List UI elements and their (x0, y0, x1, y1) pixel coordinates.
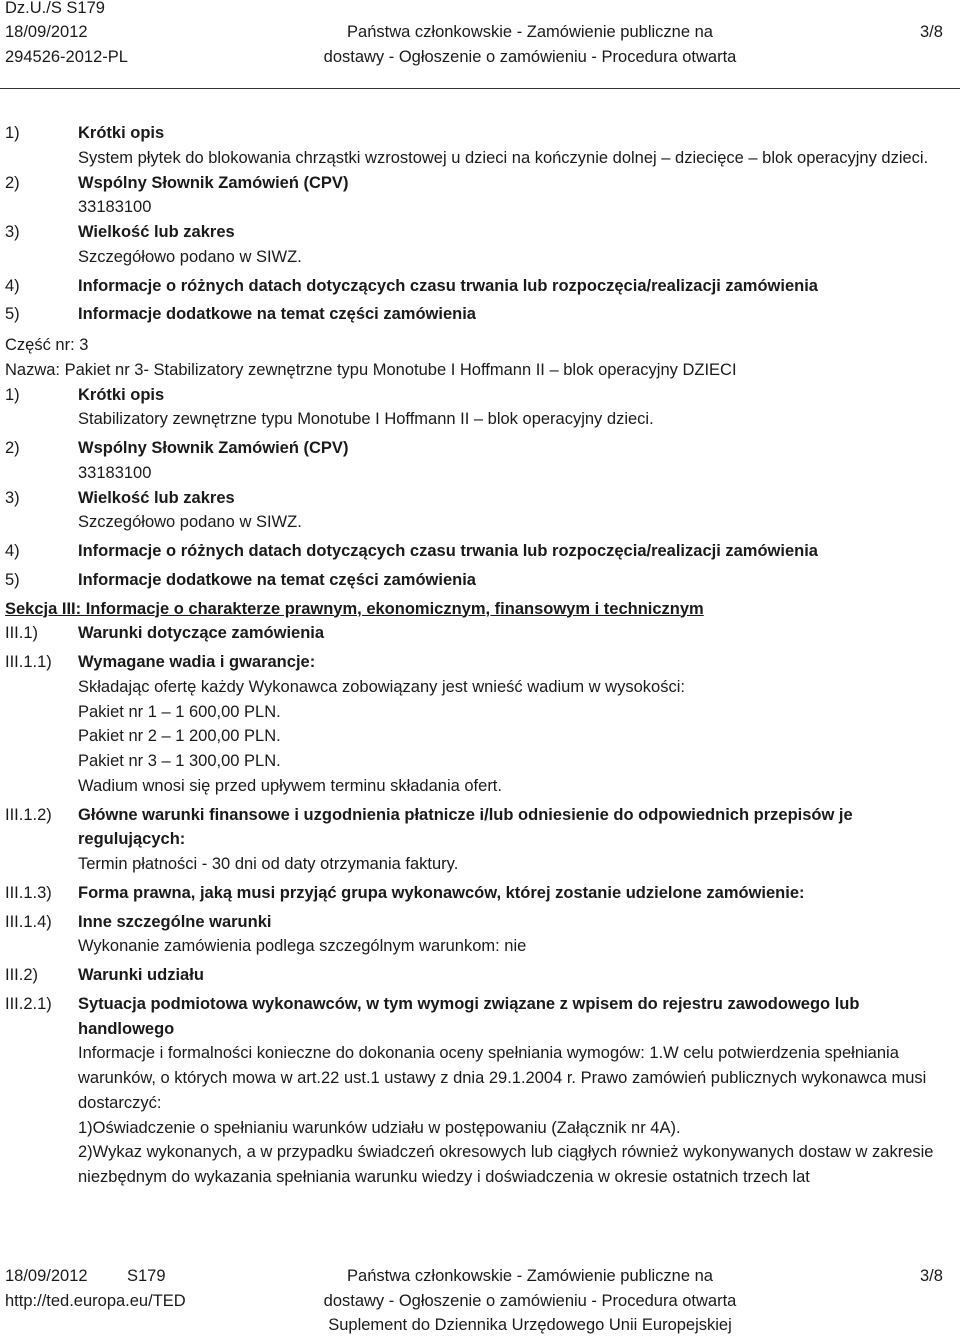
item-heading: Warunki dotyczące zamówienia (78, 624, 325, 643)
item-text: 33183100 (78, 463, 152, 482)
item-heading: Warunki udziału (78, 966, 204, 984)
part2-item-2 (5, 171, 955, 221)
item-number: 4) (5, 542, 20, 560)
item-heading: Informacje dodatkowe na temat części zamówienia (78, 570, 476, 589)
section-iii-2 (5, 963, 955, 988)
item-text-line: Pakiet nr 1 – 1 600,00 PLN. (78, 702, 281, 721)
part3-item-1 (5, 383, 955, 433)
item-text-line: Wadium wnosi się przed upływem terminu składania ofert. (78, 776, 502, 795)
part2-item-1 (5, 121, 955, 171)
part2-item-4 (5, 274, 955, 299)
item-number: III.1.4) (5, 912, 52, 931)
section-iii-1-4 (5, 910, 955, 960)
item-number: III.2.1) (5, 994, 52, 1013)
item-heading: Krótki opis (78, 385, 165, 404)
item-number: 2) (5, 173, 20, 192)
footer-date: 18/09/2012 (5, 1267, 88, 1285)
footer-title-line1: Państwa członkowskie - Zamówienie publiczne na (347, 1267, 713, 1285)
item-number: 4) (5, 276, 20, 295)
item-heading: Inne szczególne warunki (78, 912, 272, 931)
item-text-line: 2)Wykaz wykonanych, a w przypadku świadczeń okresowych lub ciągłych również wykonywanych dostaw w zakresie niezbędnym do wykazania spełniania warunku wiedzy i doświadczenia w okresie ostatnich trzech lat (78, 1143, 934, 1186)
item-heading: Wspólny Słownik Zamówień (CPV) (78, 439, 349, 457)
item-number: 2) (5, 439, 20, 457)
item-text-line: 1)Oświadczenie o spełnianiu warunków udziału w postępowaniu (Załącznik nr 4A). (78, 1118, 681, 1137)
item-number: III.1.3) (5, 883, 52, 902)
item-text: Informacje i formalności konieczne do dokonania oceny spełniania wymogów: 1.W celu potwierdzenia spełniania warunków, o których mowa w art.22 ust.1 ustawy z dnia 29.1.2004 r. Prawo zamówień publicznych wykonawca musi dostarczyć: (78, 1044, 927, 1112)
item-number: 1) (5, 124, 20, 142)
item-heading: Forma prawna, jaką musi przyjąć grupa wykonawców, której zostanie udzielone zamówienie: (78, 883, 805, 902)
item-number: 5) (5, 305, 20, 324)
item-text: Stabilizatory zewnętrzne typu Monotube I Hoffmann II – blok operacyjny dzieci. (78, 410, 654, 429)
item-number: 3) (5, 488, 20, 507)
item-heading: Wspólny Słownik Zamówień (CPV) (78, 173, 349, 192)
item-heading: Wielkość lub zakres (78, 488, 235, 507)
item-text-line: Pakiet nr 3 – 1 300,00 PLN. (78, 752, 281, 770)
item-heading: Informacje o różnych datach dotyczących czasu trwania lub rozpoczęcia/realizacji zamówienia (78, 542, 818, 560)
item-text-line: Pakiet nr 2 – 1 200,00 PLN. (78, 727, 281, 746)
part3-item-4 (5, 539, 955, 564)
item-text: 33183100 (78, 198, 152, 217)
item-text: Termin płatności - 30 dni od daty otrzymania faktury. (78, 855, 459, 873)
part3-item-2 (5, 436, 955, 486)
header-doc-id: 294526-2012-PL (5, 48, 128, 66)
item-number: 1) (5, 385, 20, 404)
page-header (0, 0, 960, 78)
item-number: 3) (5, 223, 20, 241)
item-number: III.1) (5, 624, 39, 643)
item-text: Szczegółowo podano w SIWZ. (78, 247, 302, 266)
item-heading: Informacje dodatkowe na temat części zamówienia (78, 305, 476, 324)
item-heading: Wielkość lub zakres (78, 223, 235, 241)
item-heading: Informacje o różnych datach dotyczących czasu trwania lub rozpoczęcia/realizacji zamówienia (78, 276, 818, 295)
item-number: III.2) (5, 966, 39, 984)
document-body (5, 121, 955, 1190)
part-name: Nazwa: Pakiet nr 3- Stabilizatory zewnętrzne typu Monotube I Hoffmann II – blok operacyjny DZIECI (5, 360, 737, 379)
item-text: Szczegółowo podano w SIWZ. (78, 513, 302, 532)
footer-title-line2: dostawy - Ogłoszenie o zamówieniu - Procedura otwarta (323, 1292, 737, 1310)
header-divider (0, 88, 960, 89)
header-page-number: 3/8 (920, 23, 943, 41)
part-number: Część nr: 3 (5, 336, 89, 354)
header-title-line2: dostawy - Ogłoszenie o zamówieniu - Procedura otwarta (323, 48, 737, 66)
part2-item-3 (5, 220, 955, 270)
item-text: Wykonanie zamówienia podlega szczególnym warunkom: nie (78, 937, 527, 956)
header-title-line1: Państwa członkowskie - Zamówienie publiczne na (347, 23, 713, 41)
item-number: 5) (5, 570, 20, 589)
page-footer (0, 1262, 960, 1334)
item-heading: Wymagane wadia i gwarancje: (78, 653, 316, 671)
footer-title-line3: Suplement do Dziennika Urzędowego Unii Europejskiej (328, 1316, 732, 1334)
section-iii-1-3 (5, 881, 955, 906)
footer-issue: S179 (127, 1267, 166, 1285)
item-text: System płytek do blokowania chrząstki wzrostowej u dzieci na kończynie dolnej – dziecięce – blok operacyjny dzieci. (78, 148, 929, 167)
footer-page-number: 3/8 (920, 1267, 943, 1285)
footer-url-link[interactable]: http://ted.europa.eu/TED (5, 1292, 186, 1310)
item-number: III.1.2) (5, 805, 52, 824)
item-text-line: Składając ofertę każdy Wykonawca zobowiązany jest wnieść wadium w wysokości: (78, 677, 685, 696)
item-heading: Sytuacja podmiotowa wykonawców, w tym wymogi związane z wpisem do rejestru zawodowego lub handlowego (78, 994, 860, 1038)
part3-item-3 (5, 486, 955, 536)
section-iii-1-2 (5, 803, 955, 877)
section-title: Sekcja III: Informacje o charakterze prawnym, ekonomicznym, finansowym i technicznym (5, 599, 704, 618)
item-heading: Krótki opis (78, 124, 165, 142)
item-number: III.1.1) (5, 653, 52, 671)
part3-item-5 (5, 568, 955, 593)
item-heading: Główne warunki finansowe i uzgodnienia płatnicze i/lub odniesienie do odpowiednich przepisów je regulujących: (78, 805, 853, 849)
section-iii-1-1 (5, 650, 955, 799)
journal-ref: Dz.U./S S179 (5, 0, 105, 17)
part2-item-5 (5, 302, 955, 327)
header-date: 18/09/2012 (5, 23, 88, 41)
section-iii-1 (5, 621, 955, 646)
section-iii-2-1 (5, 992, 955, 1190)
